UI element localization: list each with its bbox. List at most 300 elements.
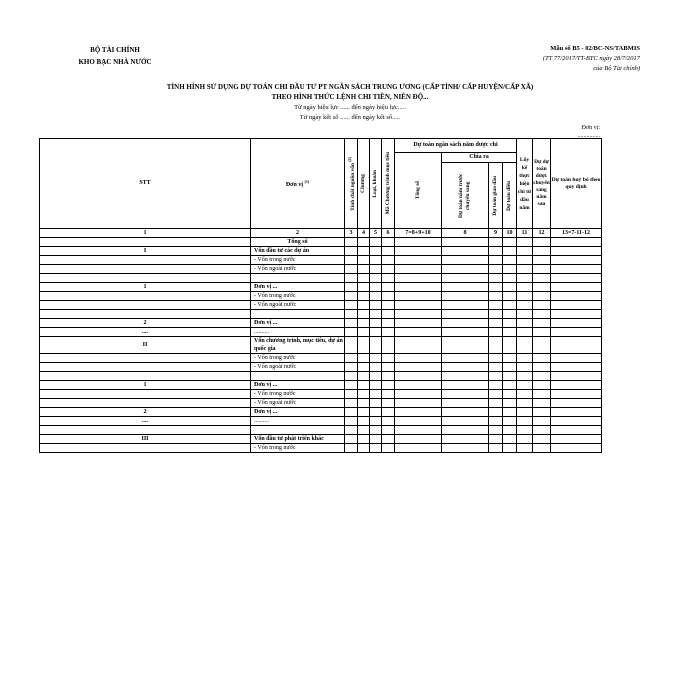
row-label: Vốn đầu tư phát triển khác xyxy=(251,435,345,444)
header-tong-so-text: Tổng số xyxy=(414,181,421,200)
row-cell xyxy=(442,310,489,319)
row-cell xyxy=(358,283,370,292)
header-du-toan-sau xyxy=(533,139,551,229)
row-cell xyxy=(503,265,517,274)
row-cell xyxy=(395,328,442,337)
row-cell xyxy=(551,381,602,390)
row-cell xyxy=(382,381,395,390)
row-cell xyxy=(370,247,382,256)
row-cell xyxy=(382,238,395,247)
row-cell xyxy=(370,274,382,283)
row-cell xyxy=(382,283,395,292)
row-cell xyxy=(551,363,602,372)
row-cell xyxy=(503,408,517,417)
row-cell xyxy=(517,354,533,363)
row-cell xyxy=(382,256,395,265)
row-cell xyxy=(395,292,442,301)
row-cell xyxy=(358,426,370,435)
row-cell xyxy=(533,319,551,328)
header-dt-nam-truoc-text: Dự toán năm trước chuyển sang xyxy=(458,173,471,218)
row-cell xyxy=(533,337,551,354)
row-cell xyxy=(442,354,489,363)
row-cell xyxy=(358,337,370,354)
row-label: Đơn vị ... xyxy=(251,408,345,417)
row-label: - Vốn ngoài nước xyxy=(251,399,345,408)
header-ma-chuong-trinh-text: Mã Chương trình mục tiêu xyxy=(384,152,391,215)
report-title xyxy=(60,82,640,102)
row-cell xyxy=(551,265,602,274)
row-cell xyxy=(395,274,442,283)
row-cell xyxy=(370,399,382,408)
row-cell xyxy=(551,408,602,417)
row-cell xyxy=(442,301,489,310)
row-cell xyxy=(489,265,503,274)
row-cell xyxy=(370,319,382,328)
header-luy-ke xyxy=(517,139,533,229)
row-label: Vốn đầu tư các dự án xyxy=(251,247,345,256)
row-cell xyxy=(551,310,602,319)
row-cell xyxy=(533,265,551,274)
row-cell xyxy=(395,256,442,265)
row-cell xyxy=(345,417,358,426)
table-row xyxy=(40,363,602,372)
row-stt xyxy=(40,274,251,283)
unit-value: ............... xyxy=(577,133,600,139)
header-dt-dieu xyxy=(503,163,517,229)
header-du-toan-group: Dự toán ngân sách năm được chi xyxy=(395,139,517,153)
row-cell xyxy=(551,399,602,408)
report-table xyxy=(39,138,602,453)
row-cell xyxy=(517,337,533,354)
header-tinh-chat-nguon-von xyxy=(345,139,358,229)
column-number-12: 12 xyxy=(533,229,551,238)
row-cell xyxy=(370,310,382,319)
row-cell xyxy=(395,247,442,256)
row-label: Vốn chương trình, mục tiêu, dự án quốc gia xyxy=(251,337,345,354)
row-stt xyxy=(40,310,251,319)
row-cell xyxy=(395,408,442,417)
column-number-6: 6 xyxy=(382,229,395,238)
column-number-13: 13=7-11-12 xyxy=(551,229,602,238)
row-cell xyxy=(489,354,503,363)
form-code: Mẫu số B5 - 02/BC-NS/TABMIS xyxy=(550,45,640,52)
row-cell xyxy=(395,399,442,408)
period-effective: Từ ngày hiệu lực ...... đến ngày hiệu lực..... xyxy=(294,104,406,111)
row-cell xyxy=(370,301,382,310)
report-period xyxy=(60,103,640,123)
row-cell xyxy=(395,337,442,354)
row-cell xyxy=(345,256,358,265)
table-row xyxy=(40,247,602,256)
row-cell xyxy=(533,417,551,426)
row-stt: 2 xyxy=(40,319,251,328)
row-cell xyxy=(551,247,602,256)
row-cell xyxy=(345,435,358,444)
row-cell xyxy=(517,444,533,453)
column-number-11: 11 xyxy=(517,229,533,238)
row-cell xyxy=(442,247,489,256)
column-number-1: 1 xyxy=(40,229,251,238)
row-cell xyxy=(358,265,370,274)
row-cell xyxy=(533,363,551,372)
row-cell xyxy=(551,417,602,426)
row-cell xyxy=(382,426,395,435)
row-cell xyxy=(533,301,551,310)
row-cell xyxy=(551,328,602,337)
row-cell xyxy=(345,426,358,435)
row-cell xyxy=(533,310,551,319)
row-cell xyxy=(489,426,503,435)
row-cell xyxy=(503,363,517,372)
row-cell xyxy=(533,274,551,283)
row-cell xyxy=(489,363,503,372)
row-stt: .... xyxy=(40,417,251,426)
row-label: .......... xyxy=(251,417,345,426)
row-label: .......... xyxy=(251,328,345,337)
row-stt: I xyxy=(40,247,251,256)
row-stt xyxy=(40,372,251,381)
row-cell xyxy=(442,408,489,417)
row-cell xyxy=(358,390,370,399)
row-label: - Vốn trong nước xyxy=(251,354,345,363)
row-cell xyxy=(489,310,503,319)
row-cell xyxy=(382,319,395,328)
row-cell xyxy=(489,274,503,283)
row-cell xyxy=(442,274,489,283)
row-cell xyxy=(533,238,551,247)
row-label: - Vốn ngoài nước xyxy=(251,301,345,310)
row-cell xyxy=(382,435,395,444)
row-cell xyxy=(503,444,517,453)
row-cell xyxy=(442,381,489,390)
row-cell xyxy=(442,399,489,408)
table-row xyxy=(40,444,602,453)
row-cell xyxy=(395,319,442,328)
row-cell xyxy=(382,301,395,310)
row-cell xyxy=(370,444,382,453)
row-cell xyxy=(517,435,533,444)
row-stt: 1 xyxy=(40,283,251,292)
row-cell xyxy=(551,283,602,292)
row-cell xyxy=(382,444,395,453)
table-row xyxy=(40,283,602,292)
row-cell xyxy=(533,247,551,256)
row-cell xyxy=(533,390,551,399)
row-cell xyxy=(442,292,489,301)
row-stt xyxy=(40,238,251,247)
row-cell xyxy=(503,301,517,310)
row-cell xyxy=(517,265,533,274)
table-row xyxy=(40,408,602,417)
row-cell xyxy=(345,319,358,328)
column-number-row xyxy=(40,229,602,238)
row-cell xyxy=(517,292,533,301)
row-cell xyxy=(489,435,503,444)
row-cell xyxy=(395,265,442,274)
row-cell xyxy=(442,283,489,292)
header-dt-giao xyxy=(489,163,503,229)
header-chuong-text: Chương xyxy=(360,174,366,193)
row-cell xyxy=(370,328,382,337)
row-label: - Vốn ngoài nước xyxy=(251,363,345,372)
row-cell xyxy=(503,274,517,283)
row-cell xyxy=(395,372,442,381)
row-cell xyxy=(517,247,533,256)
row-cell xyxy=(382,390,395,399)
row-cell xyxy=(442,256,489,265)
row-cell xyxy=(358,238,370,247)
form-code-block xyxy=(440,44,640,74)
row-stt: 1 xyxy=(40,381,251,390)
title-line-2: THEO HÌNH THỨC LỆNH CHI TIỀN, NIÊN ĐỘ... xyxy=(271,93,429,101)
row-cell xyxy=(382,408,395,417)
row-cell xyxy=(358,363,370,372)
row-stt xyxy=(40,265,251,274)
header-donvi-text: Đơn vị xyxy=(285,182,303,188)
row-cell xyxy=(370,283,382,292)
row-cell xyxy=(345,310,358,319)
row-cell xyxy=(503,354,517,363)
table-row xyxy=(40,381,602,390)
row-cell xyxy=(533,256,551,265)
row-cell xyxy=(345,444,358,453)
row-cell xyxy=(345,265,358,274)
row-cell xyxy=(345,301,358,310)
table-row xyxy=(40,256,602,265)
row-cell xyxy=(382,399,395,408)
row-cell xyxy=(551,274,602,283)
row-cell xyxy=(345,292,358,301)
row-cell xyxy=(551,337,602,354)
row-cell xyxy=(517,408,533,417)
row-cell xyxy=(382,310,395,319)
circular-ref: (TT 77/2017/TT-BTC ngày 28/7/2017 xyxy=(542,55,640,62)
row-stt xyxy=(40,399,251,408)
row-cell xyxy=(442,372,489,381)
row-cell xyxy=(503,372,517,381)
row-cell xyxy=(551,354,602,363)
row-label: - Vốn trong nước xyxy=(251,256,345,265)
row-cell xyxy=(503,337,517,354)
row-cell xyxy=(395,444,442,453)
row-cell xyxy=(517,274,533,283)
period-posting: Từ ngày kết số ...... đến ngày kết số..... xyxy=(299,114,401,121)
table-row xyxy=(40,399,602,408)
row-label: Tổng số xyxy=(251,238,345,247)
row-cell xyxy=(442,444,489,453)
row-cell xyxy=(358,372,370,381)
row-cell xyxy=(533,292,551,301)
row-cell xyxy=(358,328,370,337)
table-row xyxy=(40,319,602,328)
row-cell xyxy=(395,390,442,399)
row-cell xyxy=(345,247,358,256)
row-label: - Vốn ngoài nước xyxy=(251,265,345,274)
header-donvi-note: (1) xyxy=(304,179,310,184)
header-dt-dieu-text: Dự toán điều xyxy=(506,180,512,211)
row-label: Đơn vị ... xyxy=(251,319,345,328)
row-cell xyxy=(503,328,517,337)
row-cell xyxy=(551,292,602,301)
row-cell xyxy=(395,238,442,247)
row-cell xyxy=(382,292,395,301)
row-stt xyxy=(40,426,251,435)
row-cell xyxy=(358,381,370,390)
row-cell xyxy=(358,435,370,444)
row-cell xyxy=(442,328,489,337)
row-label xyxy=(251,310,345,319)
row-cell xyxy=(358,444,370,453)
row-label: Đơn vị ... xyxy=(251,381,345,390)
row-cell xyxy=(489,444,503,453)
row-cell xyxy=(382,337,395,354)
row-cell xyxy=(551,444,602,453)
row-cell xyxy=(551,372,602,381)
header-loai-khoan-text: Loại, khoản xyxy=(372,169,378,198)
row-cell xyxy=(370,435,382,444)
row-cell xyxy=(551,319,602,328)
row-cell xyxy=(370,265,382,274)
row-cell xyxy=(517,238,533,247)
header-donvi xyxy=(251,139,345,229)
row-cell xyxy=(489,399,503,408)
row-cell xyxy=(503,238,517,247)
column-number-3: 3 xyxy=(345,229,358,238)
row-cell xyxy=(517,283,533,292)
row-cell xyxy=(395,283,442,292)
header-loai-khoan xyxy=(370,139,382,229)
header-dt-nam-truoc xyxy=(442,163,489,229)
row-label xyxy=(251,274,345,283)
row-stt: 2 xyxy=(40,408,251,417)
row-cell xyxy=(345,399,358,408)
row-cell xyxy=(370,238,382,247)
agency-name: KHO BẠC NHÀ NƯỚC xyxy=(78,58,152,66)
column-number-2: 2 xyxy=(251,229,345,238)
table-row xyxy=(40,310,602,319)
row-cell xyxy=(533,444,551,453)
row-cell xyxy=(551,301,602,310)
row-cell xyxy=(489,292,503,301)
row-cell xyxy=(551,238,602,247)
row-cell xyxy=(503,417,517,426)
row-cell xyxy=(395,435,442,444)
row-stt xyxy=(40,354,251,363)
row-cell xyxy=(533,435,551,444)
row-cell xyxy=(358,247,370,256)
row-cell xyxy=(517,426,533,435)
table-row xyxy=(40,426,602,435)
row-cell xyxy=(533,399,551,408)
row-cell xyxy=(442,337,489,354)
row-cell xyxy=(442,363,489,372)
row-cell xyxy=(551,426,602,435)
header-stt: STT xyxy=(40,139,251,229)
row-cell xyxy=(489,283,503,292)
row-cell xyxy=(382,247,395,256)
table-row xyxy=(40,292,602,301)
row-cell xyxy=(489,372,503,381)
row-label: - Vốn trong nước xyxy=(251,292,345,301)
header-chuong xyxy=(358,139,370,229)
row-cell xyxy=(517,319,533,328)
row-cell xyxy=(442,319,489,328)
row-cell xyxy=(395,354,442,363)
row-cell xyxy=(382,328,395,337)
row-cell xyxy=(551,435,602,444)
table-row xyxy=(40,337,602,354)
row-label xyxy=(251,372,345,381)
row-cell xyxy=(442,265,489,274)
row-cell xyxy=(533,328,551,337)
row-cell xyxy=(517,372,533,381)
row-stt xyxy=(40,363,251,372)
header-tinh-chat-text: Tính chất nguồn vốn xyxy=(349,162,356,211)
row-cell xyxy=(533,283,551,292)
row-cell xyxy=(345,238,358,247)
header-luy-ke-text: Lũy kế thực hiện chi từ đầu năm xyxy=(517,156,532,211)
column-number-4: 4 xyxy=(358,229,370,238)
row-cell xyxy=(370,417,382,426)
row-cell xyxy=(370,372,382,381)
row-cell xyxy=(345,337,358,354)
row-cell xyxy=(517,328,533,337)
row-cell xyxy=(517,417,533,426)
row-cell xyxy=(345,274,358,283)
row-cell xyxy=(442,390,489,399)
row-stt: .... xyxy=(40,328,251,337)
row-stt xyxy=(40,301,251,310)
row-cell xyxy=(503,247,517,256)
row-cell xyxy=(345,408,358,417)
column-number-8: 8 xyxy=(442,229,489,238)
row-cell xyxy=(358,319,370,328)
row-cell xyxy=(489,337,503,354)
row-cell xyxy=(345,390,358,399)
row-cell xyxy=(370,354,382,363)
row-cell xyxy=(358,292,370,301)
row-stt xyxy=(40,390,251,399)
row-cell xyxy=(503,283,517,292)
row-cell xyxy=(395,310,442,319)
row-cell xyxy=(370,426,382,435)
table-row xyxy=(40,417,602,426)
ministry-name: BỘ TÀI CHÍNH xyxy=(90,46,140,54)
table-row xyxy=(40,274,602,283)
issuer-block xyxy=(40,44,190,68)
row-stt: II xyxy=(40,337,251,354)
table-row xyxy=(40,238,602,247)
row-cell xyxy=(533,426,551,435)
row-cell xyxy=(551,390,602,399)
row-label xyxy=(251,426,345,435)
row-cell xyxy=(345,328,358,337)
row-stt xyxy=(40,292,251,301)
row-cell xyxy=(358,310,370,319)
circular-issuer: của Bộ Tài chính) xyxy=(593,65,640,72)
row-cell xyxy=(395,417,442,426)
table-body xyxy=(40,238,602,453)
header-ma-chuong-trinh xyxy=(382,139,395,229)
row-cell xyxy=(489,390,503,399)
row-cell xyxy=(442,426,489,435)
row-cell xyxy=(395,363,442,372)
row-cell xyxy=(382,417,395,426)
row-cell xyxy=(489,417,503,426)
row-cell xyxy=(489,381,503,390)
row-cell xyxy=(345,283,358,292)
row-cell xyxy=(358,274,370,283)
